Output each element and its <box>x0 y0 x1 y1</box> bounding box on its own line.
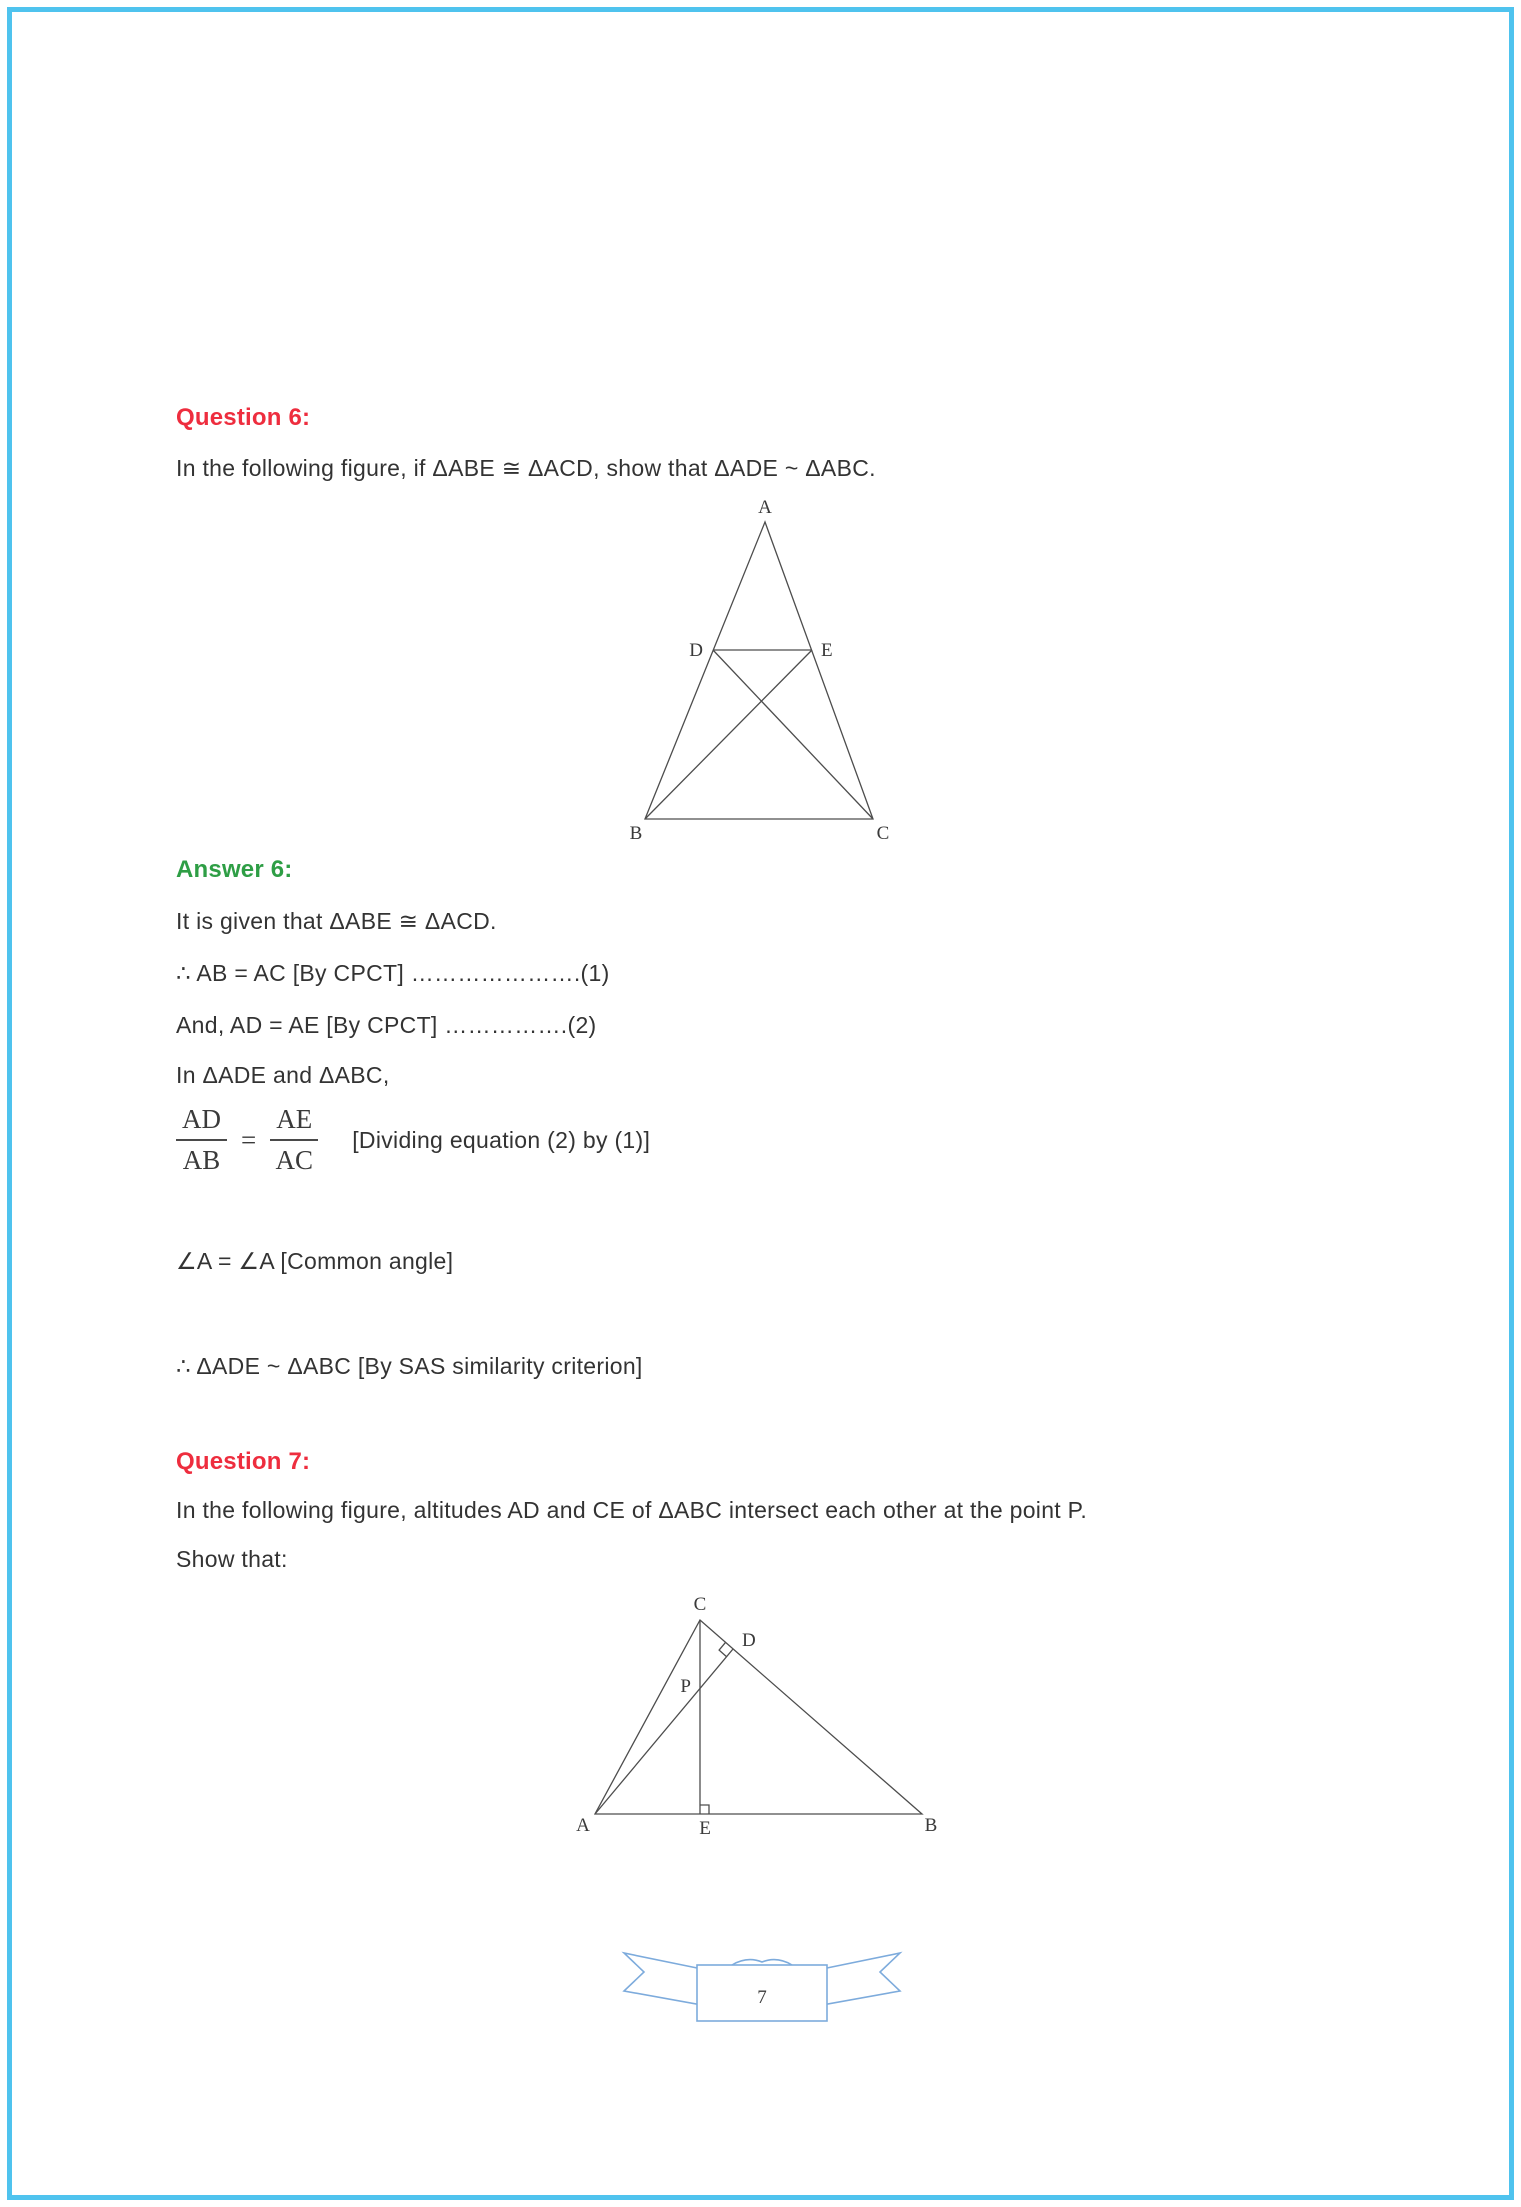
figure-q6-lines <box>645 522 873 819</box>
q6-vertex-label-c: C <box>876 823 890 844</box>
q7-vertex-label-d: D <box>742 1630 756 1651</box>
fraction-left-denominator: AB <box>182 1145 221 1176</box>
fraction-right-numerator: AE <box>270 1104 318 1141</box>
q7-vertex-label-c: C <box>693 1594 707 1615</box>
answer-6-line-4: In ΔADE and ΔABC, <box>176 1062 390 1088</box>
question-6-heading: Question 6: <box>176 404 311 431</box>
fraction-left-numerator: AD <box>176 1104 227 1141</box>
triangle-figure-q6 <box>615 498 915 848</box>
question-6-text: In the following figure, if ΔABE ≅ ΔACD, show that ΔADE ~ ΔABC. <box>176 455 876 481</box>
q6-vertex-label-d: D <box>689 640 703 661</box>
answer-6-line-3: And, AD = AE [By CPCT] …………….(2) <box>176 1012 597 1038</box>
answer-6-heading: Answer 6: <box>176 856 293 883</box>
triangle-figure-q7 <box>555 1588 975 1858</box>
q7-vertex-label-b: B <box>924 1815 938 1836</box>
equals-sign: = <box>241 1124 257 1155</box>
conclusion-line: ∴ ΔADE ~ ΔABC [By SAS similarity criterion] <box>176 1353 643 1379</box>
page-number: 7 <box>757 1987 767 2008</box>
q7-point-label-p: P <box>680 1676 691 1697</box>
fraction-right <box>270 1104 318 1176</box>
common-angle-line: ∠A = ∠A [Common angle] <box>176 1248 454 1274</box>
fraction-note: [Dividing equation (2) by (1)] <box>352 1126 651 1153</box>
fraction-right-denominator: AC <box>275 1145 313 1176</box>
q6-vertex-label-a: A <box>758 498 772 518</box>
fraction-left <box>176 1104 227 1176</box>
q7-foot-label-e: E <box>699 1818 711 1839</box>
q7-vertex-label-a: A <box>576 1815 590 1836</box>
q6-vertex-label-b: B <box>629 823 643 844</box>
question-7-heading: Question 7: <box>176 1448 311 1475</box>
answer-6-line-1: It is given that ΔABE ≅ ΔACD. <box>176 908 497 934</box>
page-number-ribbon <box>612 1945 912 2033</box>
q6-vertex-label-e: E <box>821 640 833 661</box>
answer-6-line-2: ∴ AB = AC [By CPCT] ………………….(1) <box>176 960 610 986</box>
question-7-text-2: Show that: <box>176 1546 288 1572</box>
fraction-equation <box>176 1104 650 1176</box>
question-7-text-1: In the following figure, altitudes AD and CE of ΔABC intersect each other at the point P. <box>176 1497 1088 1523</box>
figure-q7-lines <box>595 1620 922 1814</box>
